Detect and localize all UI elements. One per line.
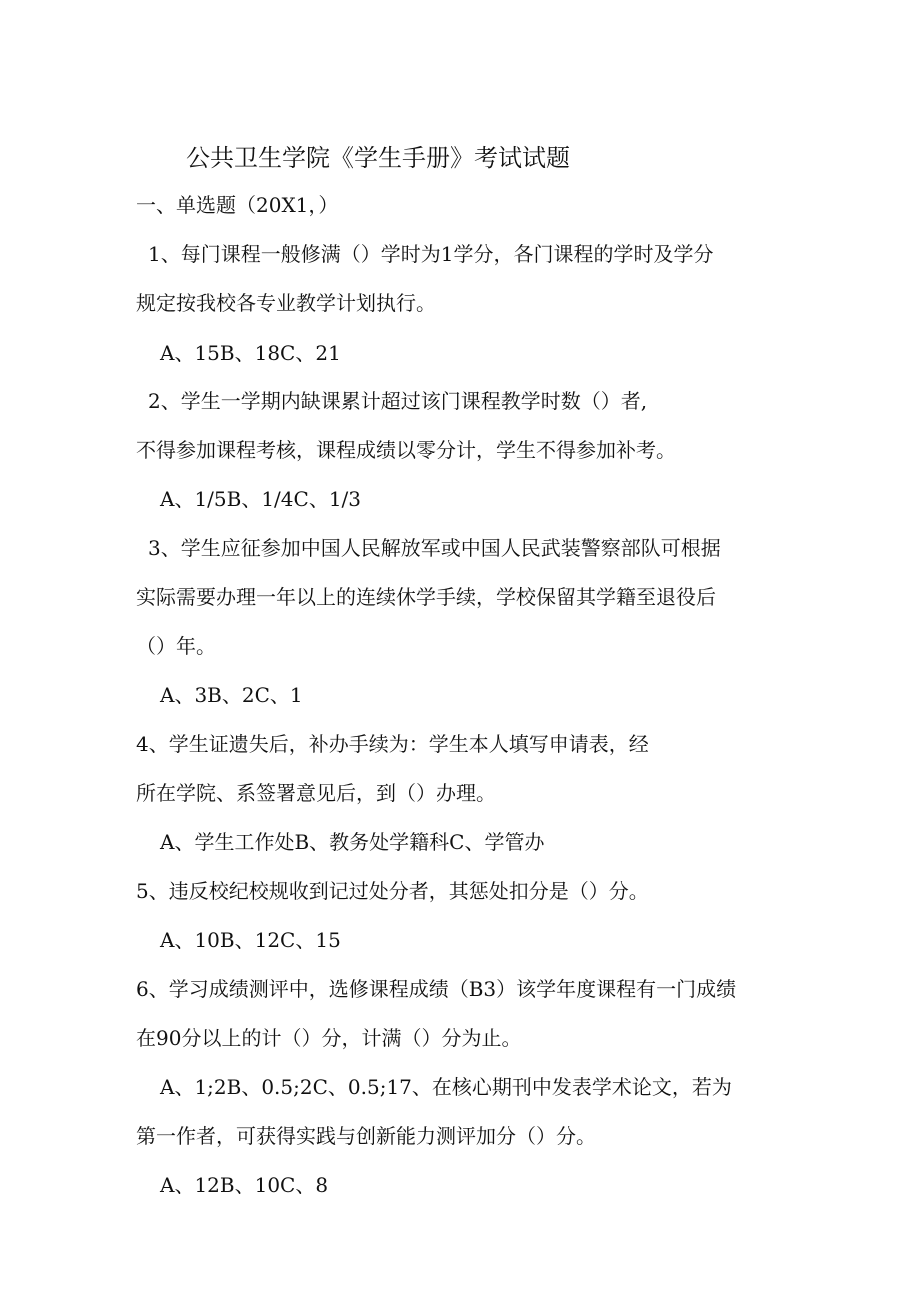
question-2-options: A、1/5B、1/4C、1/3 [160, 487, 362, 511]
question-4-line-2: 所在学院、系签署意见后，到（）办理。 [136, 781, 496, 805]
question-6-line-2: 在90分以上的计（）分，计满（）分为止。 [136, 1026, 522, 1050]
question-5-line-1: 5、违反校纪校规收到记过处分者，其惩处扣分是（）分。 [136, 879, 649, 903]
document-title: 公共卫生学院《学生手册》考试试题 [186, 144, 570, 172]
question-5-options: A、10B、12C、15 [160, 928, 341, 952]
question-3-options: A、3B、2C、1 [160, 683, 303, 707]
question-4-options: A、学生工作处B、教务处学籍科C、学管办 [160, 830, 545, 854]
section-heading: 一、单选题（20X1，） [136, 193, 339, 217]
question-3-line-1: 3、学生应征参加中国人民解放军或中国人民武装警察部队可根据 [148, 536, 721, 560]
question-4-line-1: 4、学生证遗失后，补办手续为：学生本人填写申请表，经 [136, 732, 649, 756]
question-1-line-1: 1、每门课程一般修满（）学时为1学分，各门课程的学时及学分 [148, 242, 714, 266]
question-6-line-1: 6、学习成绩测评中，选修课程成绩（B3）该学年度课程有一门成绩 [136, 977, 737, 1001]
question-2-line-2: 不得参加课程考核，课程成绩以零分计，学生不得参加补考。 [136, 438, 676, 462]
question-3-line-2: 实际需要办理一年以上的连续休学手续，学校保留其学籍至退役后 [136, 585, 716, 609]
question-2-line-1: 2、学生一学期内缺课累计超过该门课程教学时数（）者, [148, 389, 648, 413]
question-1-line-2: 规定按我校各专业教学计划执行。 [136, 291, 436, 315]
question-1-options: A、15B、18C、21 [160, 341, 341, 365]
question-7-options: A、12B、10C、8 [160, 1173, 329, 1197]
question-7-line-2: 第一作者，可获得实践与创新能力测评加分（）分。 [136, 1124, 596, 1148]
question-6-options: A、1;2B、0.5;2C、0.5;17、在核心期刊中发表学术论文，若为 [160, 1075, 732, 1099]
question-3-line-3: （）年。 [136, 634, 216, 658]
